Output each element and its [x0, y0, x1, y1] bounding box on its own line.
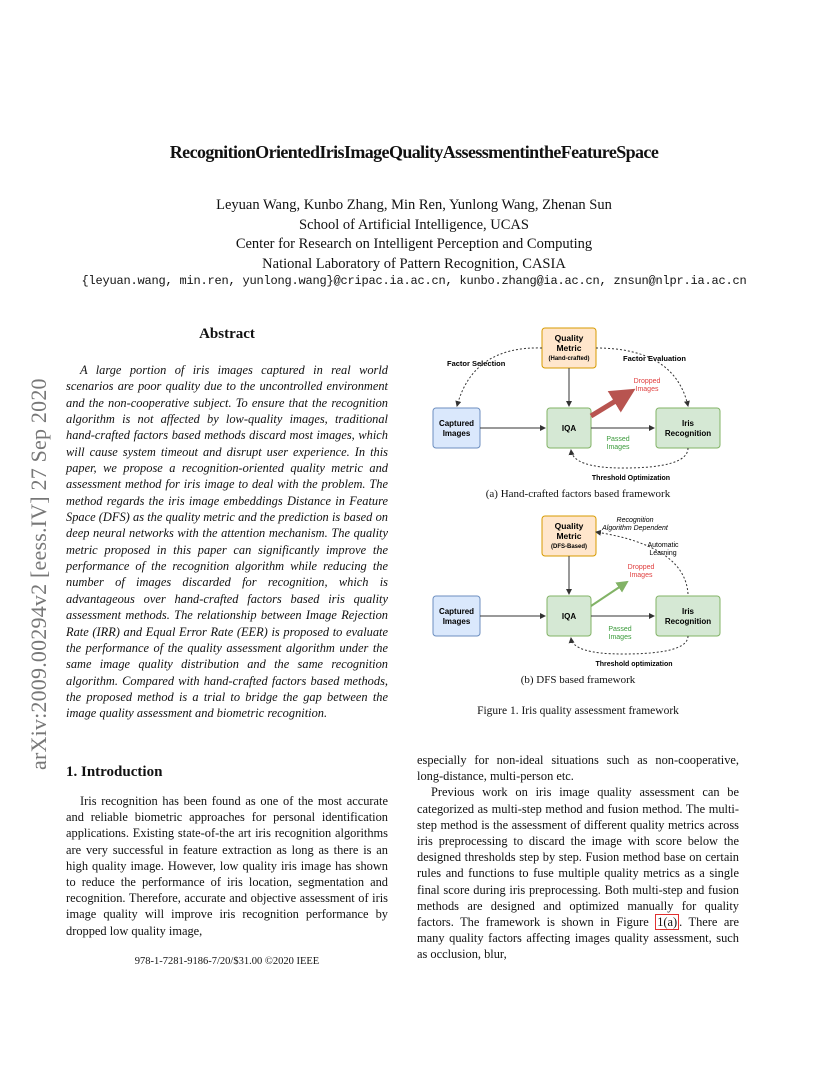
dropped-label: Dropped	[627, 564, 655, 571]
affiliation-3: National Laboratory of Pattern Recognition, CASIA	[262, 255, 566, 272]
captured-images-label: Images	[442, 617, 471, 626]
figure-1a-diagram	[413, 322, 743, 487]
copyright-footer: 978-1-7281-9186-7/20/$31.00 ©2020 IEEE	[134, 956, 320, 967]
abstract-heading: Abstract	[199, 326, 255, 342]
learning-label: Learning	[649, 550, 677, 557]
figure-1b-diagram	[413, 510, 743, 670]
captured-images-box	[433, 596, 480, 636]
automatic-label: Automatic	[647, 542, 679, 549]
dropped-arrow	[591, 394, 627, 416]
paper-title: RecognitionOrientedIrisImageQualityAssessmentintheFeatureSpace	[169, 142, 659, 162]
metric-label: Metric	[556, 531, 582, 541]
metric-sub-label: (DFS-Based)	[550, 544, 588, 550]
captured-label: Captured	[438, 607, 475, 616]
threshold-label: Threshold optimization	[595, 661, 673, 668]
paragraph-2-text: Previous work on iris image quality assessment can be categorized as multi-step method and fusion method. The multi-step method is the assessment of different quality metrics across iris preprocessing to discard the image with score below the designed thresholds step by step. Fusion method base on certain rules and functions to fuse multiple quality metrics as a single final score during iris preprocessing. Both multi-step and fusion methods are designed and optimized manually for quality factors. The framework is shown in Figure	[417, 785, 739, 930]
author-emails: {leyuan.wang, min.ren, yunlong.wang}@cripac.ia.ac.cn, kunbo.zhang@ia.ac.cn, znsun@nlpr.ia.ac.cn	[81, 274, 747, 288]
iqa-label: IQA	[561, 612, 577, 621]
captured-images-box	[433, 408, 480, 448]
iqa-label: IQA	[561, 424, 577, 433]
figure-1b-caption: (b) DFS based framework	[520, 674, 636, 686]
figure-reference-link[interactable]: 1(a)	[657, 915, 678, 930]
recognition-label: Recognition	[664, 617, 712, 626]
arxiv-id: arXiv:2009.00294v2 [eess.IV] 27 Sep 2020	[26, 378, 51, 770]
author-block	[0, 196, 828, 274]
iris-recognition-box	[656, 596, 720, 636]
threshold-label: Threshold Optimization	[591, 475, 671, 482]
intro-heading: 1. Introduction	[66, 764, 163, 780]
algorithm-dependent-label: Algorithm Dependent	[602, 525, 668, 532]
metric-sub-label: (Hand-crafted)	[548, 356, 590, 362]
paragraph-2-continued: . There are many quality factors affecting images quality assessment, such as occlusion, blur,	[417, 915, 739, 962]
author-names: Leyuan Wang, Kunbo Zhang, Min Ren, Yunlong Wang, Zhenan Sun	[216, 197, 612, 213]
iris-recognition-box	[656, 408, 720, 448]
iris-label: Iris	[681, 607, 695, 616]
dropped-images-label: Images	[635, 386, 659, 393]
captured-images-label: Images	[442, 429, 471, 438]
abstract-text: A large portion of iris images captured in real world scenarios are poor quality due to the uncontrolled environment and the non-cooperative subject. To ensure that the recognition algorithm is not affected by low-quality images, traditional hand-crafted factors based methods discard most images, which will cause system timeout and disrupt user experience. In this paper, we propose a recognition-oriented quality metric and assessment method for iris image to deal with the problem. The method regards the iris image embeddings Distance in Feature Space (DFS) as the quality metric and the prediction is based on deep neural networks with the attention mechanism. The quality metric proposed in this paper can significantly improve the performance of the recognition algorithm while reducing the number of images discarded for recognition, which is advantageous over hand-crafted factors based iris quality assessment methods. The relationship between Image Rejection Rate (IRR) and Equal Error Rate (EER) is proposed to evaluate the performance of the quality assessment algorithm under the same image quality distribution and the same recognition algorithm. Compared with hand-crafted factors based methods, the proposed method is a trial to bridge the gap between the image quality assessment and biometric recognition.	[66, 363, 388, 721]
intro-text: Iris recognition has been found as one of the most accurate and reliable biometric approaches for personal identification applications. Existing state-of-the art iris recognition algorithms are very successful in feature extraction as long as there is an high quality image. However, low quality iris image has shown to reduce the performance of iris location, segmentation and recognition. Therefore, accurate and objective assessment of iris image quality will improve iris recognition performance by dropped low quality image,	[66, 794, 388, 938]
factor-selection-label: Factor Selection	[447, 359, 506, 368]
metric-label: Metric	[556, 343, 582, 353]
quality-label: Quality	[554, 521, 584, 531]
dropped-label: Dropped	[633, 378, 661, 385]
passed-images-label: Images	[606, 444, 630, 451]
figure-1-caption: Figure 1. Iris quality assessment framework	[477, 705, 679, 717]
paragraph-2	[417, 784, 739, 962]
paragraph-1: especially for non-ideal situations such as non-cooperative, long-distance, multi-person etc.	[417, 753, 739, 784]
recognition-dependent-label: Recognition	[616, 517, 654, 524]
affiliation-2: Center for Research on Intelligent Perception and Computing	[235, 236, 593, 252]
captured-label: Captured	[438, 419, 475, 428]
iris-label: Iris	[681, 419, 695, 428]
passed-label: Passed	[608, 626, 632, 633]
affiliation-1: School of Artificial Intelligence, UCAS	[299, 216, 529, 233]
factor-evaluation-label: Factor Evaluation	[623, 354, 686, 363]
figure-1a-caption: (a) Hand-crafted factors based framework	[485, 488, 671, 500]
recognition-label: Recognition	[664, 429, 712, 438]
quality-label: Quality	[554, 333, 584, 343]
dropped-arrow	[591, 582, 627, 606]
passed-label: Passed	[606, 436, 630, 443]
right-column-text	[417, 752, 739, 963]
dropped-images-label: Images	[629, 572, 653, 579]
passed-images-label: Images	[608, 634, 632, 641]
